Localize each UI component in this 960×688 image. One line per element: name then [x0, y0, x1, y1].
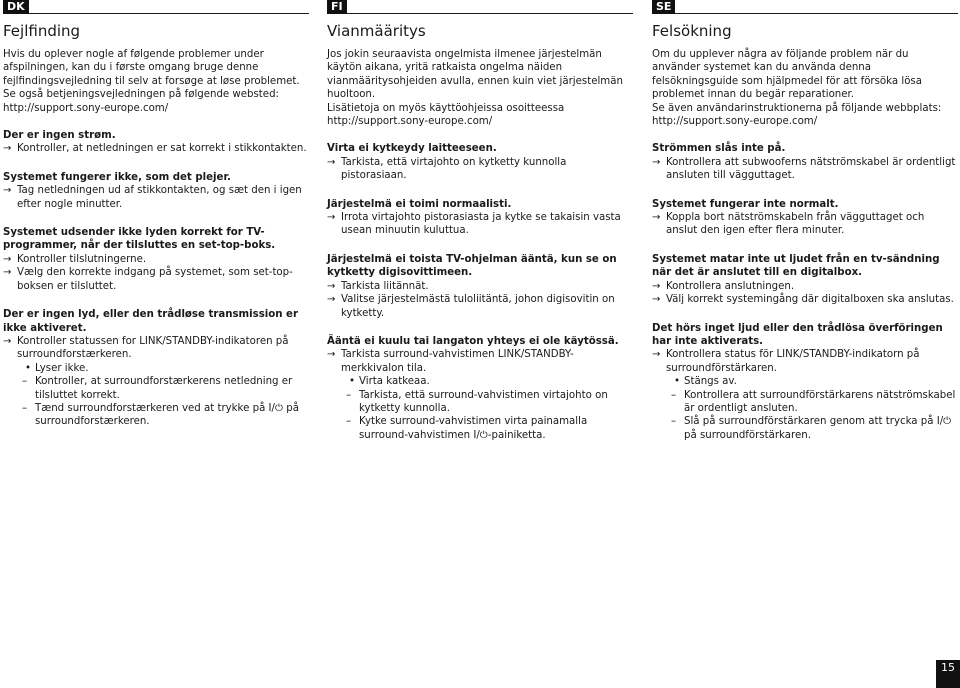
- problem-section: [327, 142, 633, 182]
- sub-item-text: Kontrollera att surroundförstärkarens nätströmskabel är ordentligt ansluten.: [684, 389, 956, 414]
- remedy-item: [3, 253, 309, 266]
- sub-item: [652, 389, 958, 416]
- remedy-item: [327, 293, 633, 320]
- problem-heading: Strömmen slås inte på.: [652, 143, 786, 155]
- problem-section: [652, 142, 958, 182]
- sub-item-text: Kontroller, at surroundforstærkerens netledning er tilsluttet korrekt.: [35, 376, 293, 401]
- problem-heading: Ääntä ei kuulu tai langaton yhteys ei ole käytössä.: [327, 335, 619, 347]
- sub-item: [327, 415, 633, 442]
- intro-text: [652, 48, 958, 128]
- section-title: Felsökning: [652, 22, 732, 40]
- arrow-right-icon: →: [652, 294, 661, 306]
- problem-heading: Systemet matar inte ut ljudet från en tv-sändning när det är anslutet till en digitalbox.: [652, 253, 940, 279]
- problem-heading: Järjestelmä ei toimi normaalisti.: [327, 198, 512, 210]
- problem-section: [327, 198, 633, 238]
- arrow-right-icon: →: [652, 212, 661, 224]
- language-header: [327, 0, 633, 14]
- section-title: Vianmääritys: [327, 22, 426, 40]
- problem-section: [652, 322, 958, 443]
- remedy-text: Valitse järjestelmästä tuloliitäntä, johon digisovitin on kytketty.: [341, 294, 615, 319]
- language-tag: DK: [3, 0, 29, 14]
- language-tag: SE: [652, 0, 675, 14]
- bullet-text: Lyser ikke.: [35, 362, 89, 374]
- column-fi: [327, 0, 633, 457]
- intro-paragraph: Hvis du oplever nogle af følgende problemer under afspilningen, kan du i første omgang bruge denne fejlfindingsvejledning til selv at forsøge at løse problemet.: [3, 49, 300, 87]
- problem-section: [3, 171, 309, 211]
- remedy-item: [3, 142, 309, 155]
- problem-heading: Det hörs inget ljud eller den trådlösa överföringen har inte aktiverats.: [652, 322, 943, 347]
- remedy-text: Irrota virtajohto pistorasiasta ja kytke se takaisin vasta usean minuutin kuluttua.: [341, 212, 621, 237]
- bullet-text: Virta katkeaa.: [359, 376, 430, 388]
- arrow-right-icon: →: [652, 280, 661, 292]
- sub-item-text: Slå på surroundförstärkaren genom att trycka på I/⏻ på surroundförstärkaren.: [684, 416, 952, 441]
- problem-heading: Systemet udsender ikke lyden korrekt for TV-programmer, når der tilsluttes en set-top-boks.: [3, 227, 276, 252]
- intro-paragraph: Jos jokin seuraavista ongelmista ilmenee järjestelmän käytön aikana, yritä ratkaista ongelma näiden vianmääritysohjeiden avulla, ennen kuin viet järjestelmän huoltoon.: [327, 49, 623, 101]
- sub-item-text: Kytke surround-vahvistimen virta painamalla surround-vahvistimen I/⏻-painiketta.: [359, 416, 588, 441]
- language-header: [652, 0, 958, 14]
- remedy-item: [327, 280, 633, 293]
- intro-paragraph: Om du upplever några av följande problem när du använder systemet kan du använda denna felsökningsguide som hjälpmedel för att försöka lösa problemet innan du begär reparationer.: [652, 49, 922, 101]
- problem-heading: Järjestelmä ei toista TV-ohjelman ääntä, kun se on kytketty digisovittimeen.: [327, 253, 617, 279]
- remedy-item: [652, 156, 958, 183]
- arrow-right-icon: →: [3, 143, 12, 155]
- remedy-item: [652, 211, 958, 238]
- bullet-text: Stängs av.: [684, 376, 737, 388]
- remedy-text: Vælg den korrekte indgang på systemet, som set-top-boksen er tilsluttet.: [17, 267, 293, 292]
- column-se: [652, 0, 958, 457]
- remedy-text: Kontrollera att subwooferns nätströmskabel är ordentligt ansluten till vägguttaget.: [666, 156, 956, 182]
- column-dk: [3, 0, 309, 444]
- sub-item: [3, 402, 309, 429]
- arrow-right-icon: →: [327, 212, 336, 224]
- language-tag: FI: [327, 0, 347, 14]
- remedy-item: [327, 348, 633, 375]
- problem-section: [3, 226, 309, 293]
- problem-section: [3, 129, 309, 156]
- arrow-right-icon: →: [327, 156, 336, 168]
- problem-section: [327, 335, 633, 442]
- dash-icon: –: [671, 389, 677, 401]
- dash-icon: –: [346, 389, 352, 401]
- remedy-text: Tarkista liitännät.: [341, 280, 429, 292]
- section-title: Fejlfinding: [3, 22, 81, 40]
- bullet-dot-icon: •: [25, 362, 32, 374]
- remedy-text: Kontrollera anslutningen.: [666, 280, 795, 292]
- arrow-right-icon: →: [652, 349, 661, 361]
- remedy-item: [3, 266, 309, 293]
- problem-section: [652, 198, 958, 238]
- remedy-item: [652, 348, 958, 375]
- dash-icon: –: [22, 376, 28, 388]
- remedy-text: Tarkista, että virtajohto on kytketty kunnolla pistorasiaan.: [341, 156, 567, 182]
- remedy-item: [3, 335, 309, 362]
- bullet-dot-icon: •: [349, 376, 356, 388]
- remedy-text: Koppla bort nätströmskabeln från vägguttaget och anslut den igen efter flera minuter.: [666, 212, 925, 237]
- remedy-text: Kontroller tilslutningerne.: [17, 253, 147, 265]
- arrow-right-icon: →: [3, 335, 12, 347]
- sub-item-text: Tænd surroundforstærkeren ved at trykke på I/⏻ på surroundforstærkeren.: [35, 402, 299, 428]
- remedy-text: Kontroller, at netledningen er sat korrekt i stikkontakten.: [17, 143, 307, 155]
- arrow-right-icon: →: [327, 294, 336, 306]
- arrow-right-icon: →: [3, 253, 12, 265]
- problem-heading: Der er ingen strøm.: [3, 130, 116, 142]
- remedy-text: Tarkista surround-vahvistimen LINK/STANDBY-merkkivalon tila.: [341, 349, 574, 374]
- sub-item: [3, 375, 309, 402]
- page-number: 15: [936, 660, 960, 688]
- remedy-text: Kontrollera status för LINK/STANDBY-indikatorn på surroundförstärkaren.: [666, 349, 920, 374]
- bullet-item: [652, 375, 958, 388]
- arrow-right-icon: →: [327, 280, 336, 292]
- intro-text: [327, 48, 633, 128]
- remedy-item: [327, 211, 633, 238]
- sub-item: [652, 415, 958, 442]
- remedy-item: [327, 156, 633, 183]
- dash-icon: –: [22, 402, 28, 414]
- remedy-item: [652, 280, 958, 293]
- bullet-item: [327, 375, 633, 388]
- language-header: [3, 0, 309, 14]
- problem-heading: Systemet fungerar inte normalt.: [652, 198, 839, 210]
- sub-item: [327, 389, 633, 416]
- remedy-text: Välj korrekt systemingång där digitalboxen ska anslutas.: [666, 294, 954, 306]
- problem-section: [3, 308, 309, 429]
- problem-heading: Virta ei kytkeydy laitteeseen.: [327, 143, 497, 155]
- dash-icon: –: [671, 416, 677, 428]
- remedy-item: [3, 184, 309, 211]
- bullet-dot-icon: •: [674, 376, 681, 388]
- problem-heading: Systemet fungerer ikke, som det plejer.: [3, 171, 231, 183]
- bullet-item: [3, 362, 309, 375]
- arrow-right-icon: →: [327, 349, 336, 361]
- intro-paragraph: Se även användarinstruktionerna på följande webbplats: http://support.sony-europe.com/: [652, 102, 942, 128]
- arrow-right-icon: →: [652, 156, 661, 168]
- dash-icon: –: [346, 416, 352, 428]
- intro-paragraph: Lisätietoja on myös käyttöohjeissa osoitteessa http://support.sony-europe.com/: [327, 102, 565, 128]
- remedy-item: [652, 293, 958, 306]
- intro-text: [3, 48, 309, 115]
- intro-paragraph: Se også betjeningsvejledningen på følgende websted: http://support.sony-europe.com/: [3, 89, 279, 114]
- remedy-text: Tag netledningen ud af stikkontakten, og sæt den i igen efter nogle minutter.: [17, 185, 302, 210]
- arrow-right-icon: →: [3, 267, 12, 279]
- sub-item-text: Tarkista, että surround-vahvistimen virtajohto on kytketty kunnolla.: [359, 389, 608, 414]
- remedy-text: Kontroller statussen for LINK/STANDBY-indikatoren på surroundforstærkeren.: [17, 335, 289, 361]
- arrow-right-icon: →: [3, 185, 12, 197]
- problem-section: [327, 253, 633, 320]
- problem-heading: Der er ingen lyd, eller den trådløse transmission er ikke aktiveret.: [3, 309, 298, 334]
- problem-section: [652, 253, 958, 307]
